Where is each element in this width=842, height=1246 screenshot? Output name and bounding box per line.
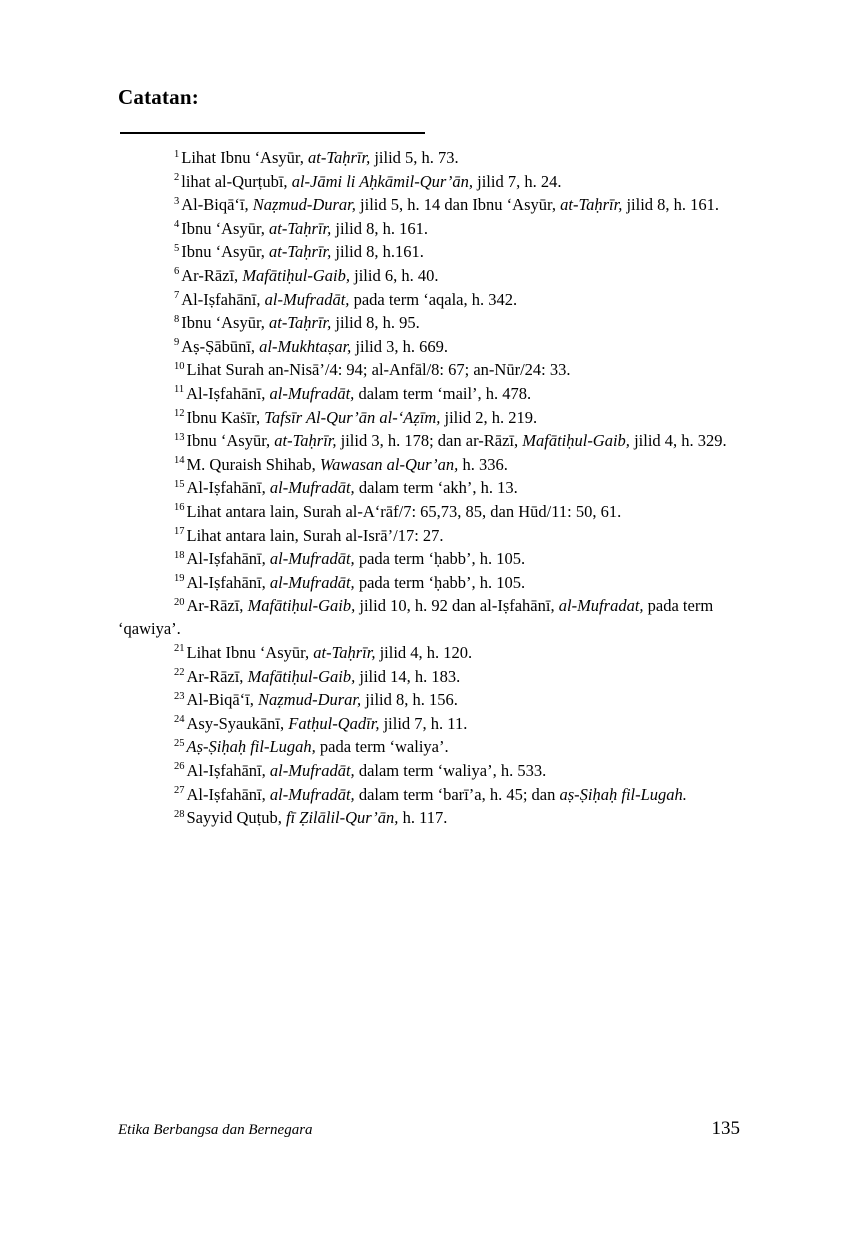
footnote-text: pada term ‘aqala, h. 342. — [349, 289, 518, 309]
footnote-title-italic: Mafātiḥul-Gaib, — [247, 596, 356, 616]
footnote-marker: 14 — [174, 455, 185, 467]
footnote-text: Ibnu ‘Asyūr, — [181, 242, 270, 262]
footnote-marker: 10 — [174, 360, 185, 372]
footnote-text: pada term ‘qawiya’. — [118, 596, 714, 639]
footnote-text: Ibnu ‘Asyūr, — [186, 431, 275, 451]
footnote-text: Ar-Rāzī, — [186, 596, 248, 616]
footnote-title-italic: al-Mufradāt, — [269, 572, 355, 592]
footnote-marker: 24 — [174, 714, 185, 726]
footnote-text: jilid 5, h. 14 dan Ibnu ‘Asyūr, — [355, 195, 561, 215]
footnote-marker: 18 — [174, 549, 185, 561]
footnote-text: Ibnu ‘Asyūr, — [181, 313, 270, 333]
footnote-item — [118, 311, 732, 334]
footnote-marker: 21 — [174, 643, 185, 655]
footnote-text: jilid 3, h. 669. — [351, 336, 449, 356]
footnote-text: jilid 8, h.161. — [331, 242, 424, 262]
footnote-text: Ibnu Kaṡīr, — [186, 407, 265, 427]
footnote-title-italic: at-Taḥrīr, — [307, 148, 371, 167]
footnote-text: Lihat Ibnu ‘Asyūr, — [186, 642, 314, 662]
footnote-text: Lihat Surah an-Nisā’/4: 94; al-Anfāl/8: 67; an-Nūr/24: 33. — [186, 360, 571, 380]
footnote-marker: 15 — [174, 478, 185, 490]
footnote-text: jilid 14, h. 183. — [355, 666, 461, 686]
footnote-item — [118, 688, 732, 711]
footnote-title-italic: Fatḥul-Qadīr, — [288, 713, 380, 733]
footnote-marker: 16 — [174, 502, 185, 514]
footnote-text: Al-Iṣfahānī, — [186, 383, 270, 403]
footnote-text: jilid 3, h. 178; dan ar-Rāzī, — [336, 431, 523, 451]
footnote-title-italic: at-Taḥrīr, — [269, 218, 332, 238]
footnote-text: jilid 8, h. 156. — [361, 690, 458, 710]
footnote-text: Al-Biqā‘ī, — [186, 690, 258, 710]
footnote-item — [118, 240, 732, 263]
footnote-item — [118, 783, 732, 806]
footnote-item — [118, 170, 732, 193]
footnote-title-italic: Wawasan al-Qur’an, — [319, 454, 459, 474]
footnote-title-italic: fī Ẓilālil-Qur’ān, — [285, 808, 399, 828]
footnote-text: Ar-Rāzī, — [181, 265, 243, 285]
footnote-text: jilid 2, h. 219. — [440, 407, 538, 427]
footnote-item — [118, 453, 732, 476]
footnote-marker: 7 — [174, 290, 180, 302]
footnote-text: dalam term ‘waliya’, h. 533. — [354, 760, 547, 780]
footnote-title-italic: al-Mufradāt, — [269, 760, 355, 780]
footnote-title-italic: Mafātiḥul-Gaib, — [242, 265, 351, 285]
footnote-marker: 4 — [174, 219, 180, 231]
footnote-text: Al-Iṣfahānī, — [186, 549, 270, 569]
footnote-title-italic: at-Taḥrīr, — [269, 242, 332, 262]
footnote-item — [118, 406, 732, 429]
footnote-marker: 28 — [174, 808, 185, 820]
footnote-text: h. 336. — [458, 454, 508, 474]
footnote-text: jilid 6, h. 40. — [350, 265, 439, 285]
footnote-text: jilid 8, h. 161. — [622, 195, 720, 215]
footnote-marker: 5 — [174, 242, 180, 254]
footnote-text: dalam term ‘mail’, h. 478. — [354, 383, 532, 403]
footnote-item — [118, 193, 732, 216]
footnote-title-italic: al-Mukhtaṣar, — [259, 336, 352, 356]
footnote-title-italic: Mafātiḥul-Gaib, — [522, 431, 630, 451]
footnote-text: Lihat antara lain, Surah al-Isrā’/17: 27. — [186, 525, 444, 545]
footnote-marker: 25 — [174, 737, 185, 749]
footnote-text: Sayyid Quṭub, — [186, 808, 286, 828]
footnote-text: M. Quraish Shihab, — [186, 454, 320, 474]
footnote-item — [118, 712, 732, 735]
footnote-text: Al-Iṣfahānī, — [186, 572, 270, 592]
footnote-marker: 8 — [174, 313, 180, 325]
footnote-text: dalam term ‘akh’, h. 13. — [354, 478, 518, 498]
footnote-text: jilid 7, h. 11. — [379, 713, 468, 733]
footnote-item — [118, 759, 732, 782]
footnote-text: jilid 8, h. 95. — [331, 313, 420, 333]
footnote-text: jilid 10, h. 92 dan al-Iṣfahānī, — [355, 596, 559, 616]
footnote-text: Lihat Ibnu ‘Asyūr, — [181, 148, 308, 167]
footnote-text: Al-Iṣfahānī, — [186, 478, 270, 498]
footnote-title-italic: al-Mufradāt, — [269, 478, 355, 498]
footnote-item — [118, 547, 732, 570]
footnote-text: Al-Iṣfahānī, — [181, 289, 265, 309]
footnote-marker: 22 — [174, 667, 185, 679]
footnote-item — [118, 288, 732, 311]
footnote-item — [118, 665, 732, 688]
footnote-text: jilid 4, h. 120. — [375, 642, 473, 662]
footnote-title-italic: Tafsīr Al-Qur’ān al-‘Aẓīm, — [264, 407, 441, 427]
footnote-title-italic: Mafātiḥul-Gaib, — [247, 666, 356, 686]
footnote-item — [118, 358, 732, 381]
footnote-title-italic: al-Mufradāt, — [269, 383, 355, 403]
footnote-title-italic: al-Mufradāt, — [269, 549, 355, 569]
footnote-item — [118, 735, 732, 758]
footnote-text: Aṣ-Ṣābūnī, — [181, 336, 260, 356]
footnote-item — [118, 335, 732, 358]
footnote-text: Al-Biqā‘ī, — [181, 195, 253, 215]
footnote-title-italic: at-Taḥrīr, — [269, 313, 332, 333]
footnote-item — [118, 594, 732, 640]
footnote-marker: 3 — [174, 195, 180, 207]
footnote-marker: 20 — [174, 596, 185, 608]
footnote-item — [118, 500, 732, 523]
footnote-title-italic: at-Taḥrīr, — [274, 431, 337, 451]
footnote-text: pada term ‘ḥabb’, h. 105. — [354, 549, 526, 569]
footnote-marker: 23 — [174, 690, 185, 702]
footnote-text: pada term ‘ḥabb’, h. 105. — [354, 572, 526, 592]
footnote-title-italic: al-Mufradāt, — [269, 784, 355, 804]
footnote-marker: 13 — [174, 431, 185, 443]
footnote-item — [118, 571, 732, 594]
footnote-text: h. 117. — [398, 808, 448, 828]
footnote-item — [118, 264, 732, 287]
footnote-title-italic: al-Jāmi li Aḥkāmil-Qur’ān, — [291, 171, 474, 191]
footnote-marker: 27 — [174, 785, 185, 797]
page-title: Catatan: — [118, 85, 199, 109]
footnote-text: Ibnu ‘Asyūr, — [181, 218, 270, 238]
footer-page-number: 135 — [711, 1118, 740, 1139]
footnote-text: jilid 8, h. 161. — [331, 218, 428, 238]
footnote-title-italic: al-Mufradat, — [558, 596, 644, 616]
footnote-text: Lihat antara lain, Surah al-A‘rāf/7: 65,73, 85, dan Hūd/11: 50, 61. — [186, 501, 622, 521]
footnote-marker: 26 — [174, 761, 185, 773]
footnote-marker: 17 — [174, 526, 185, 537]
footnote-text: dalam term ‘barī’a, h. 45; dan — [354, 784, 560, 804]
footnote-item — [118, 217, 732, 240]
footnote-text: Al-Iṣfahānī, — [186, 784, 270, 804]
footnote-text: lihat al-Qurṭubī, — [181, 171, 292, 191]
footnote-item — [118, 641, 732, 664]
footnote-title-italic: al-Mufradāt, — [264, 289, 350, 309]
footnote-text: Asy-Syaukānī, — [186, 713, 289, 733]
footnote-title-italic: at-Taḥrīr, — [560, 195, 623, 215]
footnote-marker: 12 — [174, 408, 185, 420]
footnote-text: jilid 7, h. 24. — [473, 171, 562, 191]
footnote-marker: 9 — [174, 337, 180, 349]
footer-book-title: Etika Berbangsa dan Bernegara — [118, 1122, 313, 1138]
footnote-text: jilid 5, h. 73. — [370, 148, 459, 167]
footnote-item — [118, 382, 732, 405]
footnote-marker: 19 — [174, 573, 185, 585]
footnote-text: Ar-Rāzī, — [186, 666, 248, 686]
footnote-title-italic: aṣ-Ṣiḥaḥ fil-Lugah. — [559, 784, 687, 804]
footnote-title-italic: Naẓmud-Durar, — [252, 195, 356, 215]
footnote-item — [118, 806, 732, 829]
footnote-text: Al-Iṣfahānī, — [186, 760, 270, 780]
footnote-text: pada term ‘waliya’. — [315, 737, 449, 757]
footnote-text: jilid 4, h. 329. — [629, 431, 727, 451]
footnote-marker: 2 — [174, 172, 180, 184]
footnote-item — [118, 524, 732, 547]
footnote-separator-rule — [120, 132, 425, 134]
footnote-title-italic: at-Taḥrīr, — [313, 642, 376, 662]
footnote-marker: 1 — [174, 148, 180, 160]
footnote-marker: 6 — [174, 266, 180, 278]
footnote-marker: 11 — [174, 384, 185, 396]
footnote-item — [118, 476, 732, 499]
footnote-item — [118, 429, 732, 452]
footnote-title-italic: Naẓmud-Durar, — [258, 690, 362, 710]
footnote-item — [118, 146, 732, 169]
footnotes-list — [118, 146, 732, 830]
footnote-title-italic: Aṣ-Ṣiḥaḥ fil-Lugah, — [186, 737, 316, 757]
